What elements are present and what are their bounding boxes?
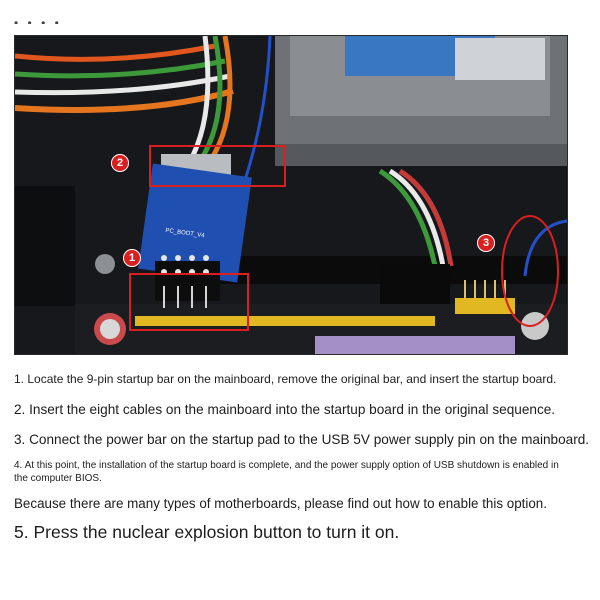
board-silkscreen-text: PC_BOOT_V4 [165, 227, 205, 240]
marker-2: 2 [111, 154, 129, 172]
instruction-step-2: 2. Insert the eight cables on the mainboard into the startup board in the original sequence. [14, 402, 556, 417]
motherboard-note: Because there are many types of motherboards, please find out how to enable this option. [14, 496, 547, 511]
instruction-step-3: 3. Connect the power bar on the startup pad to the USB 5V power supply pin on the mainboard. [14, 432, 590, 447]
installation-photo [14, 35, 568, 355]
motherboard-illustration [15, 36, 567, 354]
instruction-step-5: 5. Press the nuclear explosion button to turn it on. [14, 522, 400, 542]
instruction-step-1: 1. Locate the 9-pin startup bar on the mainboard, remove the original bar, and insert the startup board. [14, 372, 557, 386]
marker-3: 3 [477, 234, 495, 252]
instruction-step-4: 4. At this point, the installation of the startup board is complete, and the power supply option of USB shutdown is enabled in the computer BIOS. [14, 460, 559, 484]
cropped-top-text: • • • • [14, 16, 62, 24]
marker-1: 1 [123, 249, 141, 267]
